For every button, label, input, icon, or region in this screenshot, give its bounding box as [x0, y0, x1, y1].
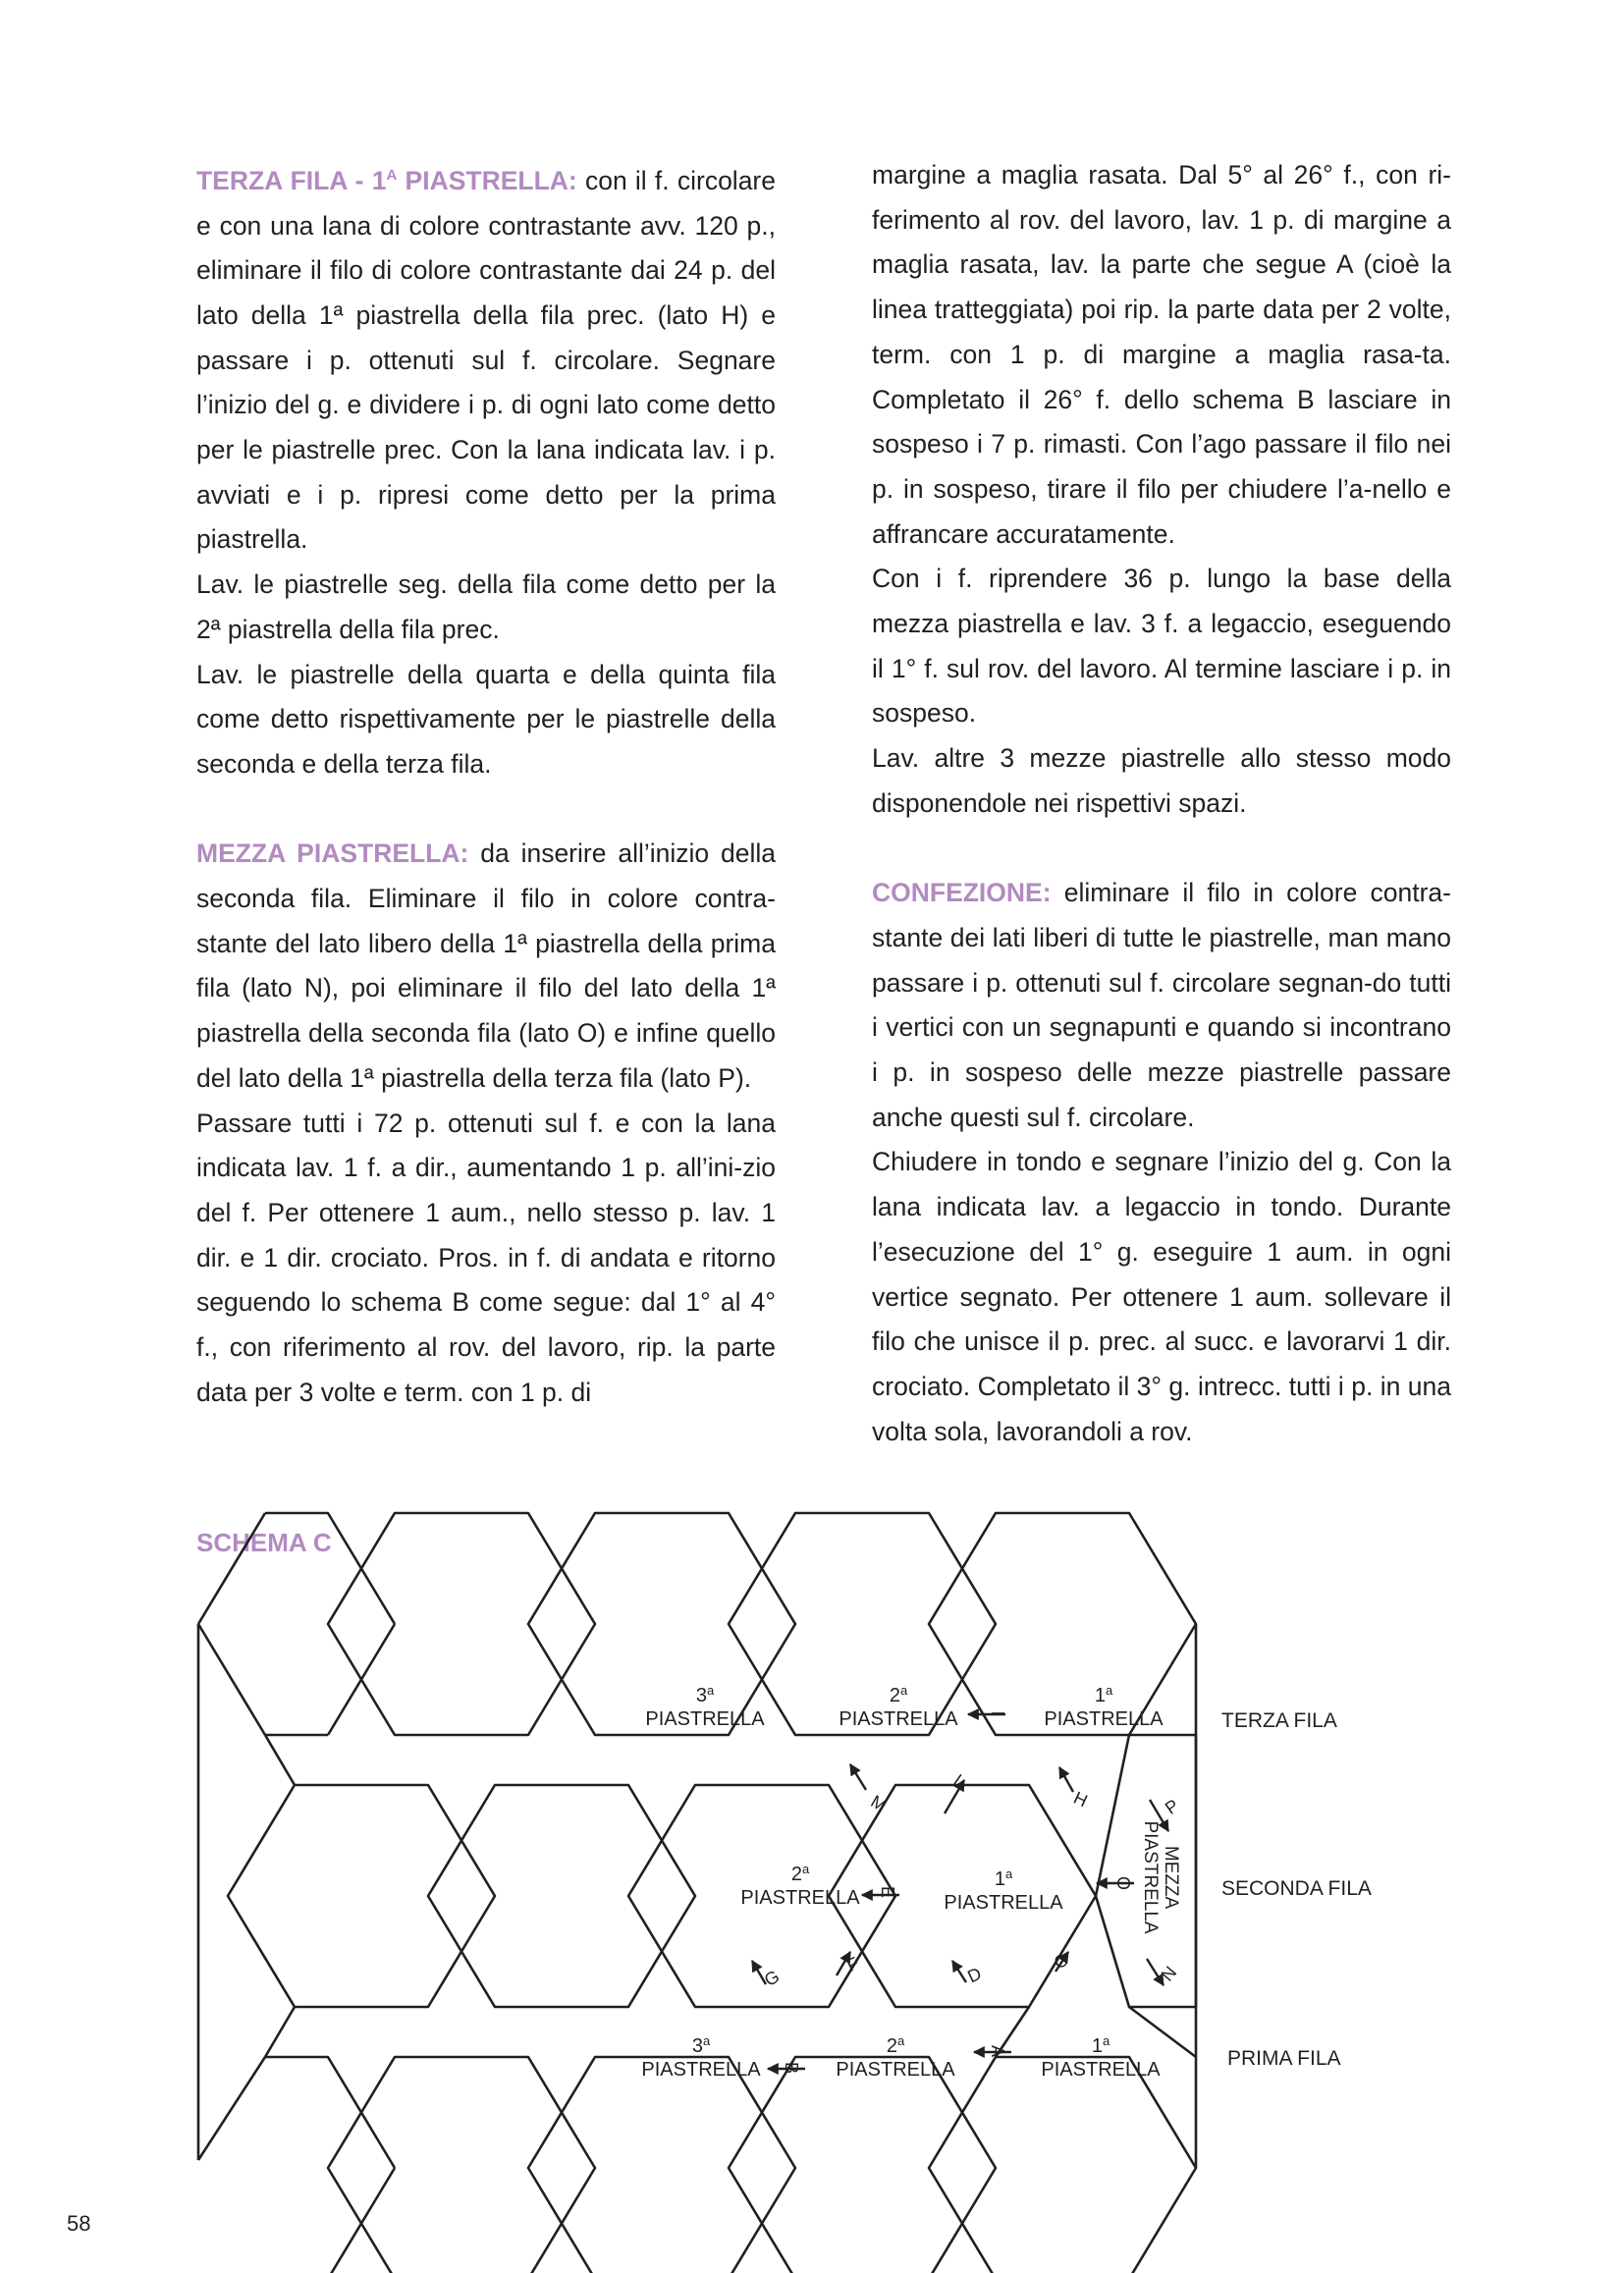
terza-tile-1-number: 1$^a$ [1094, 1683, 1113, 1706]
hex-terza-2 [729, 1513, 996, 1735]
terza-tile-3-number: 3$^a$ [695, 1683, 715, 1706]
chiudere-paragraph: Chiudere in tondo e segnare l’inizio del g. Con la lana indicata lav. a legaccio in tondo. Durante l’esecuzione del 1° g. eseguire 1 aum. in ogni vertice segnato. Per ottenere 1 aum. sollevare il filo che unisce il p. prec. al succ. e lavorarvi 1 dir. crociato. Completato il 3° g. intrecc. tutti i p. in una volta sola, lavorandoli a rov. [872, 1147, 1451, 1446]
side-letter-p: P [1161, 1795, 1183, 1818]
seconda-tile-1-number: 1$^a$ [994, 1867, 1013, 1890]
confezione-paragraph: CONFEZIONE: eliminare il filo in colore contra-stante dei lati liberi di tutte le piastrelle, man mano passare i p. ottenuti sul f. circolare segnan-do tutti i vertici con un segnapunti e quando si incontrano i p. in sospeso delle mezze piastrelle passare anche questi sul f. circolare. [872, 878, 1451, 1132]
mezza-label-line1: MEZZA [1161, 1845, 1181, 1910]
confezione-heading: CONFEZIONE: [872, 878, 1052, 908]
prima-tile-2-number: 2$^a$ [886, 2033, 905, 2057]
terza-fila-paragraph: TERZA FILA - $1^A$ PIASTRELLA: con il f. circolare e con una lana di colore contrastante avv. 120 p., eliminare il filo di colore contrastante dai 24 p. del lato della 1ª piastrella della fila prec. (lato H) e passare i p. ottenuti sul f. circolare. Segnare l’inizio del g. e dividere i p. di ogni lato come detto per le piastrelle prec. Con la lana indicata lav. i p. avviati e i p. ripresi come detto per la prima piastrella. [196, 165, 777, 555]
hex-terza-1 [929, 1513, 1196, 1735]
side-letter-e: E [878, 1885, 897, 1899]
terza-tile-2-number: 2$^a$ [889, 1683, 908, 1706]
side-letter-c: C [1051, 1949, 1071, 1974]
margine-paragraph: margine a maglia rasata. Dal 5° al 26° f., con ri-ferimento al rov. del lavoro, lav. 1 p. di margine a maglia rasata, lav. la parte che segue A (cioè la linea tratteggiata) poi rip. la parte data per 2 volte, term. con 1 p. di margine a maglia rasa-ta. Completato il 26° f. dello schema B lasciare in sospeso i 7 p. rimasti. Con l’ago passare il filo nei p. in sospeso, tirare il filo per chiudere l’a-nello e affrancare accuratamente. [872, 160, 1451, 549]
side-letter-f: F [843, 1953, 862, 1975]
arrow-m [850, 1764, 866, 1790]
prima-tile-1-number: 1$^a$ [1091, 2033, 1110, 2057]
side-letter-n: N [1157, 1962, 1181, 1985]
page-number: 58 [67, 2211, 91, 2236]
prima-tile-2-label: PIASTRELLA [836, 2059, 955, 2081]
side-letter-d: D [964, 1963, 985, 1987]
mezza-piastrella-paragraph: MEZZA PIASTRELLA: da inserire all’inizio della seconda fila. Eliminare il filo in colore contra-stante del lato libero della 1ª piastrella della prima fila (lato N), poi eliminare il filo del lato della 1ª piastrella della seconda fila (lato O) e infine quello del lato della 1ª piastrella della terza fila (lato P). [196, 839, 776, 1093]
prima-tile-3-number: 3$^a$ [691, 2033, 711, 2057]
prima-tile-3-label: PIASTRELLA [641, 2059, 761, 2081]
seconda-tile-1-label: PIASTRELLA [944, 1892, 1063, 1914]
terza-tile-3-label: PIASTRELLA [645, 1708, 765, 1730]
row-label-seconda-fila: SECONDA FILA [1221, 1877, 1372, 1900]
side-letter-h: H [1070, 1787, 1091, 1812]
hex-prima-1 [929, 2057, 1196, 2273]
row-label-prima-fila: PRIMA FILA [1227, 2047, 1341, 2070]
hex-terza-3 [528, 1513, 795, 1735]
quarta-quinta-fila-paragraph: Lav. le piastrelle della quarta e della quinta fila come detto rispettivamente per le piastrelle della seconda e della terza fila. [196, 659, 776, 779]
seconda-tile-2-label: PIASTRELLA [740, 1887, 860, 1909]
side-letter-b: B [782, 2061, 801, 2075]
hex-seconda-3 [428, 1785, 695, 2007]
riprendere-paragraph: Con i f. riprendere 36 p. lungo la base della mezza piastrella e lav. 3 f. a legaccio, eseguendo il 1° f. sul rov. del lavoro. Al termine lasciare i p. in sospeso. [872, 564, 1452, 729]
side-letter-a: A [988, 2044, 1007, 2058]
row-label-terza-fila: TERZA FILA [1221, 1709, 1337, 1732]
piastrelle-seguenti-paragraph: Lav. le piastrelle seg. della fila come detto per la 2ª piastrella della fila prec. [196, 569, 776, 644]
hex-prima-2 [729, 2057, 996, 2273]
side-letter-m: M [867, 1791, 891, 1816]
hex-seconda-5-partial [265, 1735, 295, 2057]
terza-tile-2-label: PIASTRELLA [839, 1708, 958, 1730]
seconda-tile-2-number: 2$^a$ [790, 1862, 810, 1885]
arrow-h [1059, 1767, 1073, 1792]
mezza-label-line2: PIASTRELLA [1140, 1820, 1161, 1934]
side-letter-g: G [760, 1966, 784, 1990]
prima-tile-1-label: PIASTRELLA [1041, 2059, 1161, 2081]
side-letter-i: I [988, 1710, 1007, 1716]
altre-mezze-paragraph: Lav. altre 3 mezze piastrelle allo stesso modo disponendole nei rispettivi spazi. [872, 743, 1451, 818]
arrow-d [952, 1961, 966, 1982]
hex-terza-4 [328, 1513, 595, 1735]
hex-seconda-4 [228, 1785, 495, 2007]
schema-b-paragraph: Passare tutti i 72 p. ottenuti sul f. e con la lana indicata lav. 1 f. a dir., aumentando 1 p. all’ini-zio del f. Per ottenere 1 aum., nello stesso p. lav. 1 dir. e 1 dir. crociato. Pros. in f. di andata e ritorno seguendo lo schema B come segue: dal 1° al 4° f., con riferimento al rov. del lavoro, rip. la parte data per 3 volte e term. con 1 p. di [196, 1108, 777, 1407]
hex-prima-3 [528, 2057, 795, 2273]
hex-prima-4 [328, 2057, 595, 2273]
mezza-piastrella-heading: MEZZA PIASTRELLA: [196, 839, 469, 869]
terza-fila-heading: TERZA FILA - $1^A$ PIASTRELLA: [196, 165, 577, 195]
terza-tile-1-label: PIASTRELLA [1044, 1708, 1164, 1730]
side-letter-o: O [1113, 1875, 1133, 1891]
schema-title: SCHEMA C [196, 1528, 332, 1557]
side-letter-l: L [949, 1770, 970, 1793]
